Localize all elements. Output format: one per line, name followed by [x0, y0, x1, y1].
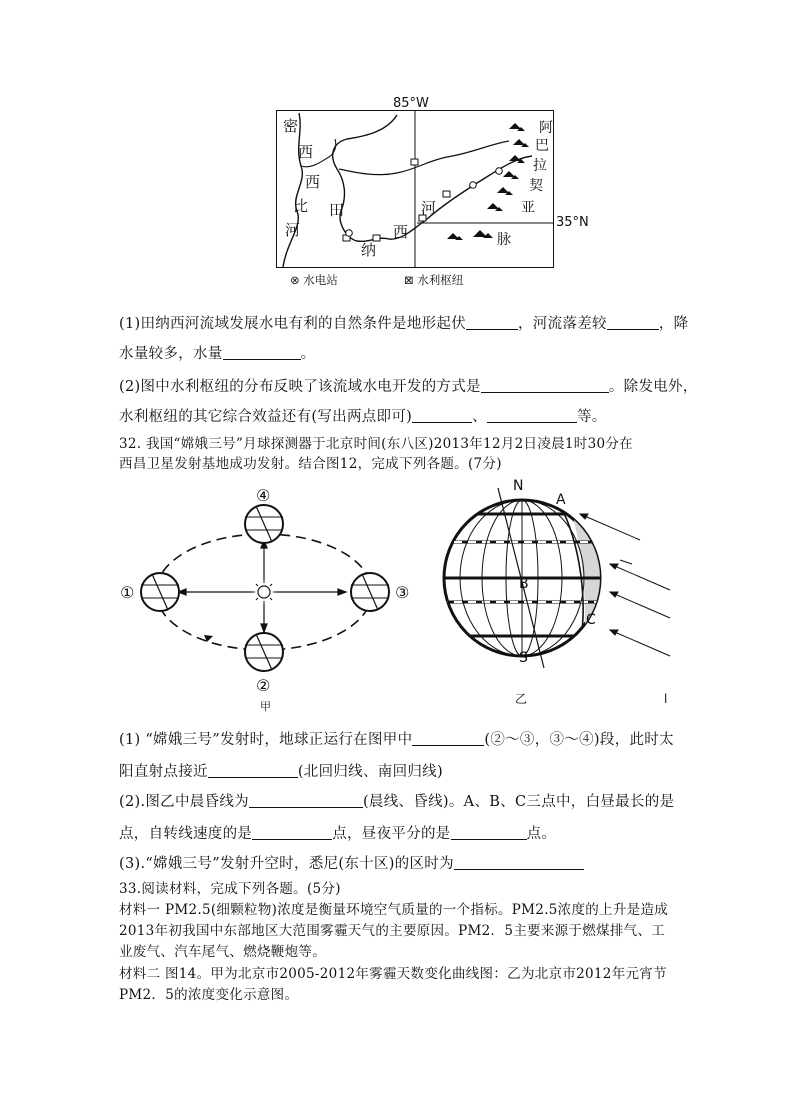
answer-blank[interactable] [487, 408, 577, 423]
map-label-he: 河 [285, 221, 301, 239]
answer-blank[interactable] [208, 763, 298, 778]
q32-p1-text-b: (②～③，③～④)段，此时太 [484, 732, 674, 748]
answer-blank[interactable] [451, 825, 527, 840]
q31-part2-line2 [119, 405, 607, 426]
map-label-na: 纳 [361, 241, 377, 259]
answer-blank[interactable] [223, 345, 301, 360]
q31-p1-text-e: 。 [300, 346, 316, 362]
q31-p1-text-c: ，降 [658, 316, 689, 332]
q31-part1-line1 [119, 312, 688, 333]
q32-p3-text: (3).“嫦娥三号”发射升空时，悉尼(东十区)的区时为 [119, 856, 454, 872]
answer-blank[interactable] [412, 408, 472, 423]
map-label-bi: 比 [293, 197, 309, 215]
q32-p2-text-c: 点，自转线速度的是 [119, 826, 253, 842]
q32-p2-text-e: 点。 [526, 826, 557, 842]
earth-position-1 [141, 573, 179, 611]
globe-label-C: C [586, 612, 596, 628]
q31-p2-text-a: (2)图中水利枢纽的分布反映了该流域水电开发的方式是 [119, 379, 481, 395]
q31-p2-text-d: 、 [472, 409, 487, 425]
legend-hub [404, 272, 463, 288]
answer-blank[interactable] [249, 793, 363, 808]
orbit-pos1-label: ① [120, 583, 135, 602]
hydropower-station-icon: ⊗ [290, 273, 300, 287]
globe-label-A: A [556, 492, 566, 508]
q32-p2-text-d: 点，昼夜平分的是 [332, 826, 451, 842]
q32-intro-line1: 32. 我国“嫦娥三号”月球探测器于北京时间(东八区)2013年12月2日凌晨1时30分在 [119, 436, 633, 452]
answer-blank[interactable] [481, 378, 609, 393]
q33-material1-line1: 材料一 PM2.5(细颗粒物)浓度是衡量环境空气质量的一个指标。PM2.5浓度的上升是造成 [119, 902, 669, 918]
tennessee-river [333, 115, 532, 241]
map-label-la: 拉 [533, 158, 547, 174]
globe-label-B: B [519, 576, 529, 592]
map-label-mi: 密 [283, 117, 299, 135]
map-label-a: 阿 [539, 120, 553, 136]
mississippi-river [283, 113, 302, 267]
q32-part2-line1 [119, 790, 674, 811]
q31-part1-line2 [119, 342, 315, 363]
answer-blank[interactable] [252, 825, 332, 840]
globe-label-N: N [513, 478, 524, 494]
q32-p1-text-a: (1) “嫦娥三号”发射时，地球正运行在图甲中 [119, 732, 413, 748]
q32-p2-text-b: (晨线、昏线)。A、B、C三点中，白昼最长的是 [362, 794, 675, 810]
q31-p1-text-d: 水量较多，水量 [119, 346, 223, 362]
globe-label-S: S [519, 650, 528, 666]
earth-position-4 [245, 505, 283, 543]
latitude-label: 35°N [556, 215, 589, 230]
q32-part1-line1 [119, 728, 674, 749]
q33-material2-line1: 材料二 图14。甲为北京市2005-2012年雾霾天数变化曲线图：乙为北京市2012年元宵节 [119, 966, 667, 982]
map-label-xi3: 西 [393, 223, 409, 241]
q32-part2-line2 [119, 822, 556, 843]
q32-p1-text-c: 阳直射点接近 [119, 764, 208, 780]
q33-material1-line3: 业废气、汽车尾气、燃烧鞭炮等。 [119, 944, 326, 960]
orbit-pos2-label: ② [256, 676, 271, 695]
map-label-qi: 契 [529, 178, 543, 194]
q32-intro-line2: 西昌卫星发射基地成功发射。结合图12，完成下列各题。(7分) [119, 456, 502, 472]
q33-material1-line2: 2013年初我国中东部地区大范围雾霾天气的主要原因。PM2．5主要来源于燃煤排气、工 [119, 923, 666, 939]
legend-hub-label: 水利枢纽 [417, 273, 464, 287]
water-hub-icon: ⊠ [404, 273, 414, 287]
earth-position-3 [351, 573, 389, 611]
answer-blank[interactable] [607, 315, 659, 330]
map-label-xi2: 西 [305, 173, 321, 191]
q33-title: 33.阅读材料，完成下列各题。(5分) [119, 881, 341, 897]
earth-position-2 [245, 633, 283, 671]
globe-caption: 乙 [515, 692, 528, 706]
answer-blank[interactable] [454, 855, 584, 870]
globe-diagram [440, 478, 680, 678]
longitude-label: 85°W [393, 96, 429, 111]
map-label-ya: 亚 [521, 200, 535, 216]
answer-blank[interactable] [412, 731, 484, 746]
map-label-xi1: 西 [298, 143, 314, 161]
q31-p1-text-a: (1)田纳西河流域发展水电有利的自然条件是地形起伏 [119, 316, 467, 332]
legend-hydropower [290, 272, 338, 288]
q31-p1-text-b: ，河流落差较 [518, 316, 607, 332]
q32-part3-line [119, 852, 584, 873]
sun-icon [252, 580, 276, 604]
legend-hydropower-label: 水电站 [303, 273, 338, 287]
q32-part1-line2 [119, 760, 443, 781]
q31-p2-text-c: 水利枢纽的其它综合效益还有(写出两点即可) [119, 409, 413, 425]
answer-blank[interactable] [466, 315, 518, 330]
q31-p2-text-b: 。除发电外， [608, 379, 698, 395]
orbit-pos3-label: ③ [395, 583, 410, 602]
globe-mark: l [664, 692, 668, 706]
map-label-tian: 田 [329, 201, 345, 219]
tennessee-river-map [276, 110, 554, 268]
q32-p1-text-d: (北回归线、南回归线) [297, 764, 443, 780]
q32-p2-text-a: (2).图乙中晨昏线为 [119, 794, 249, 810]
map-label-he2: 河 [421, 199, 437, 217]
q33-material2-line2: PM2．5的浓度变化示意图。 [119, 987, 299, 1003]
q31-part2-line1 [119, 375, 698, 396]
map-label-ba: 巴 [535, 138, 549, 154]
map-label-mai: 脉 [497, 232, 511, 248]
orbit-pos4-label: ④ [256, 486, 271, 505]
orbit-caption: 甲 [260, 700, 271, 713]
q31-p2-text-e: 等。 [576, 409, 607, 425]
